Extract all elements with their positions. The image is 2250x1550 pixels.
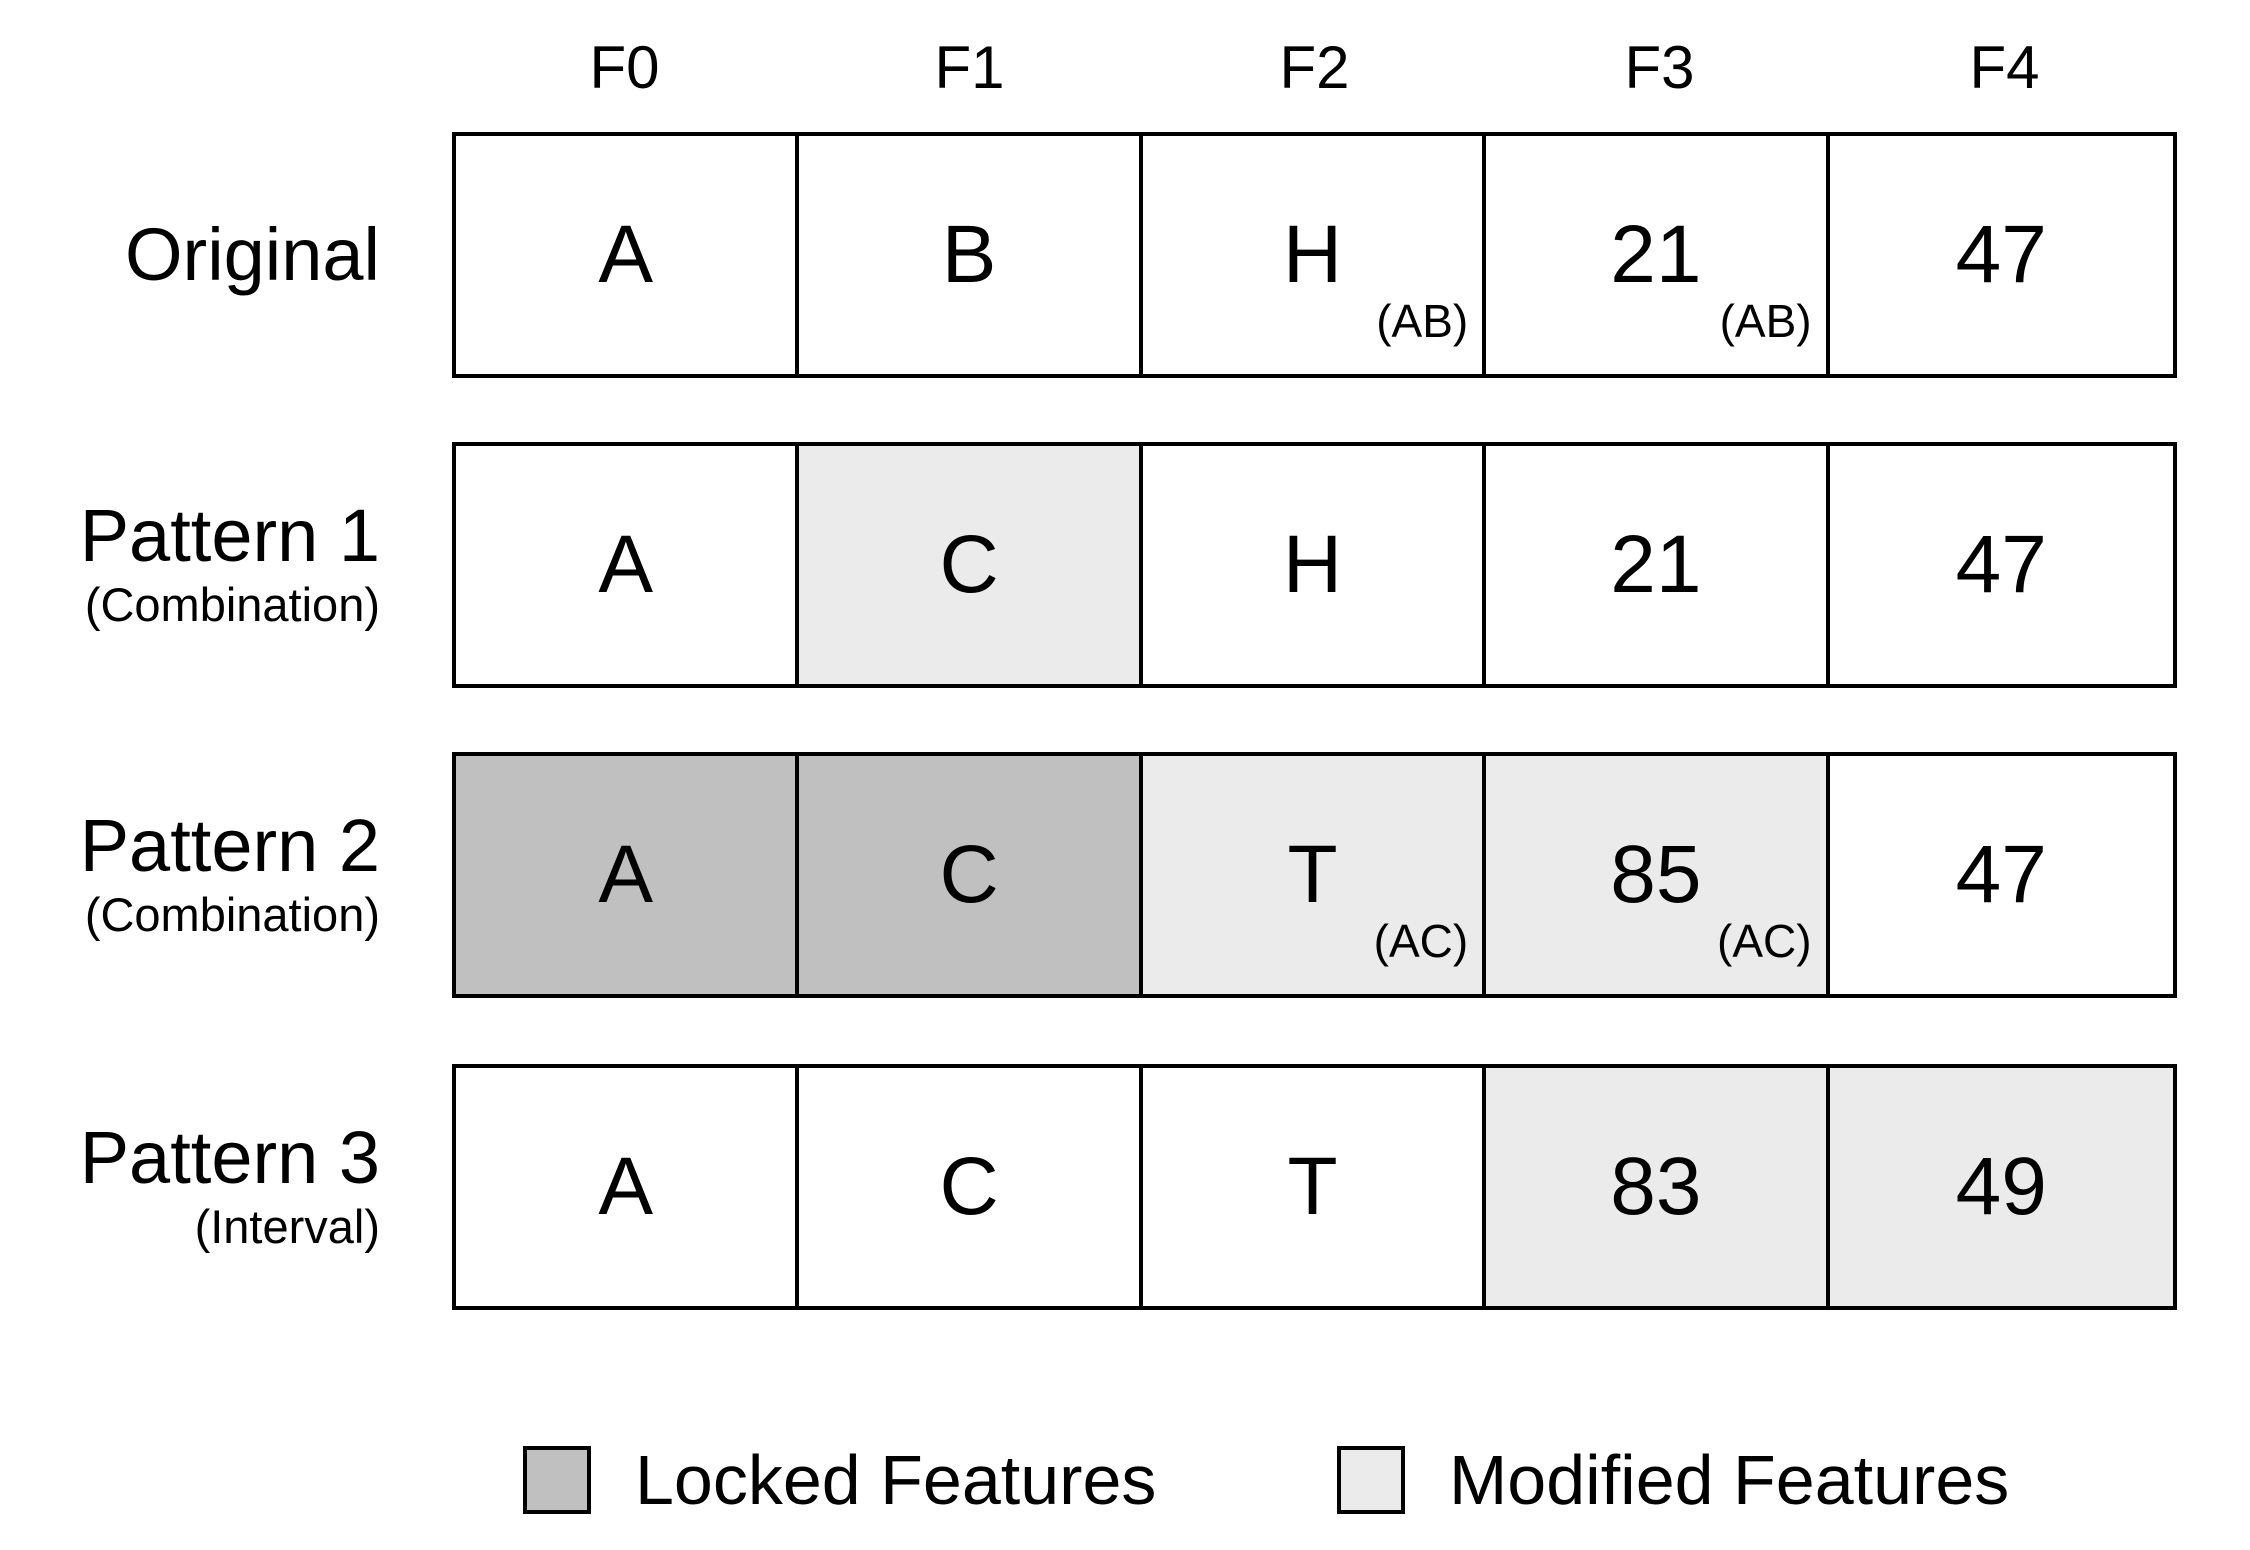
feature-cell [1143, 756, 1486, 994]
feature-cells [452, 132, 2177, 378]
cell-value: 47 [1955, 829, 2047, 920]
row-original [0, 132, 2250, 378]
cell-subscript: (AC) [1717, 915, 1812, 967]
legend [0, 1440, 2250, 1520]
feature-cell [1486, 446, 1829, 684]
feature-cells [452, 442, 2177, 688]
cell-value: 85 [1610, 829, 1702, 920]
legend-label-locked: Locked Features [635, 1441, 1157, 1519]
feature-cell [1830, 756, 2173, 994]
cell-value: T [1287, 1141, 1338, 1232]
locked-swatch [523, 1446, 591, 1514]
feature-cell [799, 1068, 1142, 1306]
feature-cell [1486, 1068, 1829, 1306]
feature-cell [1830, 446, 2173, 684]
cell-value: A [598, 1141, 654, 1232]
legend-item-modified [1337, 1440, 2009, 1520]
feature-cell [1486, 136, 1829, 374]
feature-cell [799, 756, 1142, 994]
cell-value: H [1282, 519, 1343, 610]
feature-cell [456, 1068, 799, 1306]
row-label-sub: (Combination) [84, 887, 380, 941]
legend-item-locked [523, 1440, 1156, 1520]
row-label-main: Pattern 2 [79, 803, 380, 887]
feature-cell [799, 446, 1142, 684]
row-label [0, 752, 380, 998]
column-header-f3: F3 [1624, 33, 1695, 101]
row-label-main: Pattern 3 [79, 1115, 380, 1199]
cell-value: A [598, 519, 654, 610]
row-label-sub: (Combination) [84, 577, 380, 631]
feature-cell [1830, 136, 2173, 374]
column-header-f0: F0 [589, 33, 660, 101]
column-header-f4: F4 [1969, 33, 2040, 101]
legend-label-modified: Modified Features [1449, 1441, 2010, 1519]
cell-value: C [939, 1141, 999, 1232]
feature-cell [456, 756, 799, 994]
cell-value: 49 [1955, 1141, 2047, 1232]
modified-swatch [1337, 1446, 1405, 1514]
cell-value: C [939, 829, 999, 920]
cell-value: 47 [1955, 519, 2047, 610]
row-pattern-1 [0, 442, 2250, 688]
row-pattern-3 [0, 1064, 2250, 1310]
feature-cell [1143, 136, 1486, 374]
cell-value: 47 [1955, 209, 2047, 300]
cell-value: T [1287, 829, 1338, 920]
cell-value: B [941, 209, 997, 300]
cell-value: 21 [1610, 519, 1702, 610]
row-label-sub: (Interval) [194, 1199, 380, 1253]
feature-cell [1486, 756, 1829, 994]
cell-value: 21 [1610, 209, 1702, 300]
feature-cell [1143, 1068, 1486, 1306]
row-label-main: Pattern 1 [79, 493, 380, 577]
column-header-f1: F1 [934, 33, 1005, 101]
cell-value: C [939, 519, 999, 610]
cell-value: A [598, 829, 654, 920]
cell-subscript: (AB) [1376, 295, 1469, 347]
column-header-f2: F2 [1279, 33, 1350, 101]
column-headers [452, 22, 2177, 112]
feature-cell [456, 136, 799, 374]
feature-cell [1830, 1068, 2173, 1306]
cell-value: A [598, 209, 654, 300]
cell-value: 83 [1610, 1141, 1702, 1232]
row-pattern-2 [0, 752, 2250, 998]
row-label-main: Original [125, 213, 380, 297]
feature-cells [452, 1064, 2177, 1310]
cell-subscript: (AB) [1719, 295, 1812, 347]
feature-cell [456, 446, 799, 684]
feature-cell [1143, 446, 1486, 684]
cell-value: H [1282, 209, 1343, 300]
row-label [0, 442, 380, 688]
cell-subscript: (AC) [1373, 915, 1469, 967]
feature-cells [452, 752, 2177, 998]
feature-cell [799, 136, 1142, 374]
row-label [0, 132, 380, 378]
row-label [0, 1064, 380, 1310]
